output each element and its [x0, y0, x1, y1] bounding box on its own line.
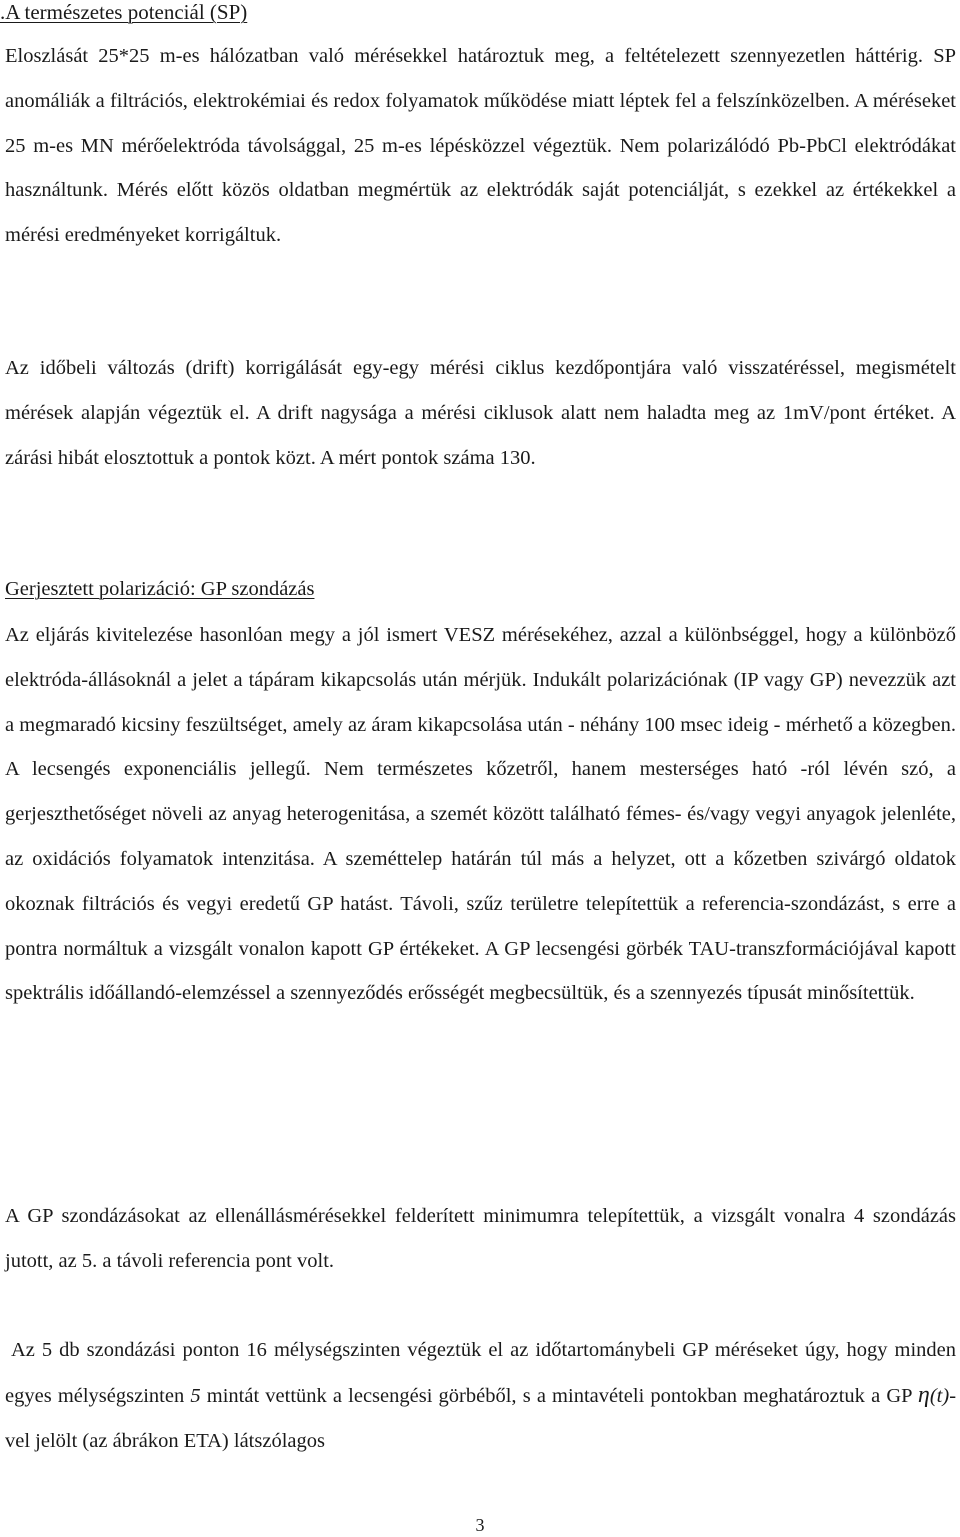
page-number: 3 — [475, 1515, 485, 1535]
paragraph-gp-method: Az eljárás kivitelezése hasonlóan megy a jól ismert VESZ mérésekéhez, azzal a különbséggel, hogy a különböző elektróda-állásoknál a jelet a tápáram kikapcsolás után mérjük. Indukált polarizációnak (IP vagy GP) nevezzük azt a megmaradó kicsiny feszültséget, amely az áram kikapcsolása után - néhány 100 msec ideig - mérhető a közegben. A lecsengés exponenciális jellegű. Nem természetes kőzetről, hanem mesterséges ható -ról lévén szó, a gerjeszthetőséget növeli az anyag heterogenitása, a szemét között található fémes- és/vagy vegyi anyagok jelenléte, az oxidációs folyamatok intenzitása. A szeméttelep határán túl más a helyzet, ott a kőzetben szivárgó oldatok okoznak filtrációs és vegyi eredetű GP hatást. Távoli, szűz területre telepítettük a referencia-szondázást, s erre a pontra normáltuk a vizsgált vonalon kapott GP értékeket. A GP lecsengési görbék TAU-transzformációjával kapott spektrális időállandó-elemzéssel a szennyeződés erősségét megbecsültük, és a szennyezés típusát minősítettük. — [5, 624, 956, 1005]
paragraph-gp-measurement — [5, 1328, 956, 1463]
section-heading-sp: .A természetes potenciál (SP) — [0, 0, 248, 24]
paragraph-sp-drift: Az időbeli változás (drift) korrigálását egy-egy mérési ciklus kezdőpontjára való visszatéréssel, megismételt mérések alapján végeztük el. A drift nagysága a mérési ciklusok alatt nem haladta meg az 1mV/pont értéket. A zárási hibát elosztottuk a pontok közt. A mért pontok száma 130. — [5, 357, 956, 469]
paragraph-gp-placement: A GP szondázásokat az ellenállásmérésekkel felderített minimumra telepítettük, a vizsgált vonalra 4 szondázás jutott, az 5. a távoli referencia pont volt. — [5, 1205, 956, 1272]
section-heading-gp: Gerjesztett polarizáció: GP szondázás — [5, 578, 315, 600]
eta-argument: (t) — [929, 1384, 950, 1407]
paragraph-gp-measurement-text-3: -vel jelölt (az ábrákon ETA) látszólagos — [5, 1384, 957, 1452]
paragraph-gp-measurement-five: 5 — [190, 1384, 201, 1407]
paragraph-gp-measurement-text-2: mintát vettünk a lecsengési görbéből, s a mintavételi pontokban meghatároztuk a GP — [200, 1384, 918, 1407]
paragraph-gp-measurement-text-1: Az 5 db szondázási ponton 16 mélységszinten végeztük el az időtartománybeli GP méréseket úgy, hogy minden egyes mélységszinten — [5, 1339, 956, 1407]
paragraph-sp-distribution: Eloszlását 25*25 m-es hálózatban való mérésekkel határoztuk meg, a feltételezett szennyezetlen háttérig. SP anomáliák a filtrációs, elektrokémiai és redox folyamatok működése miatt léptek fel a felszínközelben. A méréseket 25 m-es MN mérőelektróda távolsággal, 25 m-es lépésközzel végeztük. Nem polarizálódó Pb-PbCl elektródákat használtunk. Mérés előtt közös oldatban megmértük az elektródák saját potenciálját, s ezekkel az értékekkel a mérési eredményeket korrigáltuk. — [5, 45, 956, 247]
eta-symbol: η — [917, 1381, 930, 1408]
